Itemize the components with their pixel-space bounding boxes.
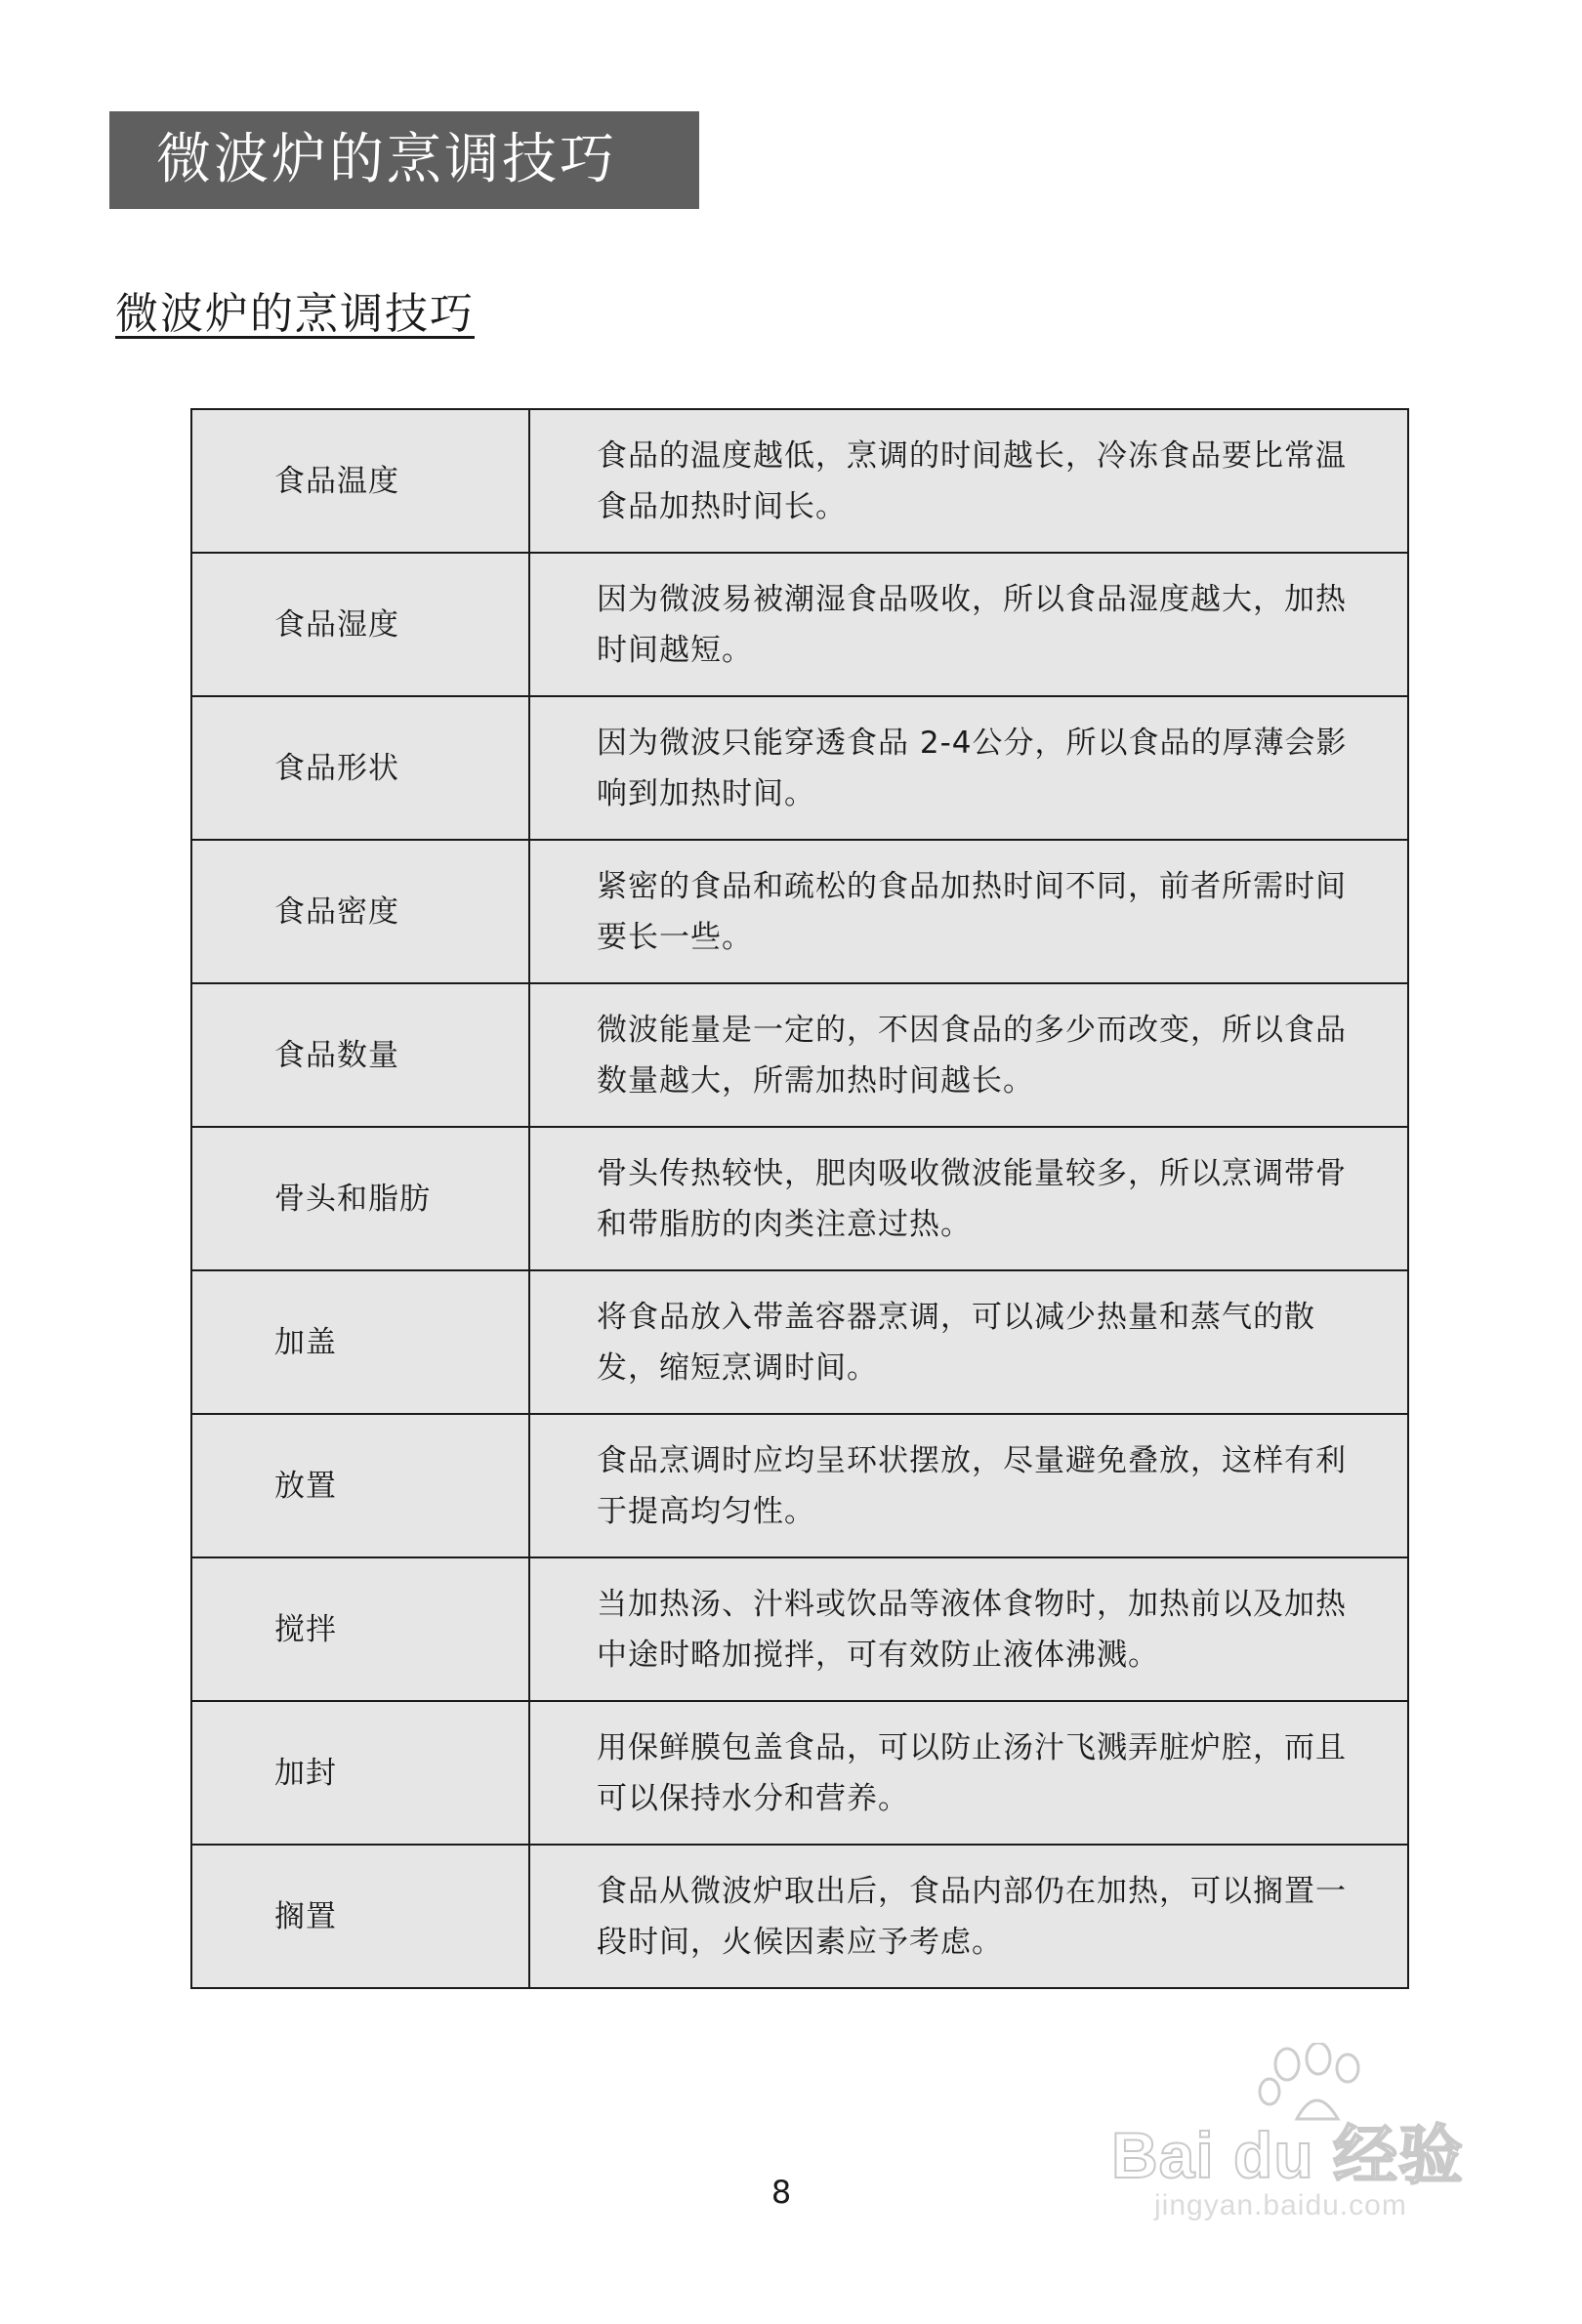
watermark-domain-text: jingyan.baidu.com — [1154, 2189, 1407, 2221]
tip-label: 放置 — [191, 1414, 529, 1557]
tip-description: 骨头传热较快，肥肉吸收微波能量较多，所以烹调带骨和带脂肪的肉类注意过热。 — [529, 1127, 1408, 1270]
tip-row — [191, 409, 1408, 553]
tip-label: 搁置 — [191, 1845, 529, 1988]
tip-label: 食品形状 — [191, 696, 529, 840]
tip-row — [191, 840, 1408, 983]
tip-description: 将食品放入带盖容器烹调，可以减少热量和蒸气的散发，缩短烹调时间。 — [529, 1270, 1408, 1414]
tip-row — [191, 553, 1408, 696]
tip-row — [191, 983, 1408, 1127]
watermark-logo-text: Bai du 经验 — [1111, 2119, 1465, 2191]
tip-row — [191, 1845, 1408, 1988]
tip-row — [191, 696, 1408, 840]
tip-row — [191, 1701, 1408, 1845]
tip-description: 用保鲜膜包盖食品，可以防止汤汁飞溅弄脏炉腔，而且可以保持水分和营养。 — [529, 1701, 1408, 1845]
tip-label: 加盖 — [191, 1270, 529, 1414]
tip-row — [191, 1414, 1408, 1557]
tip-label: 食品湿度 — [191, 553, 529, 696]
tip-description: 食品烹调时应均呈环状摆放，尽量避免叠放，这样有利于提高均匀性。 — [529, 1414, 1408, 1557]
section-heading: 微波炉的烹调技巧 — [115, 289, 475, 339]
tip-label: 搅拌 — [191, 1557, 529, 1701]
cooking-tips-table — [190, 408, 1409, 1989]
tip-label: 食品密度 — [191, 840, 529, 983]
tip-description: 紧密的食品和疏松的食品加热时间不同，前者所需时间要长一些。 — [529, 840, 1408, 983]
tip-row — [191, 1557, 1408, 1701]
tip-description: 因为微波易被潮湿食品吸收，所以食品湿度越大，加热时间越短。 — [529, 553, 1408, 696]
tip-description: 食品从微波炉取出后，食品内部仍在加热，可以搁置一段时间，火候因素应予考虑。 — [529, 1845, 1408, 1988]
tip-description: 微波能量是一定的，不因食品的多少而改变，所以食品数量越大，所需加热时间越长。 — [529, 983, 1408, 1127]
tip-label: 食品数量 — [191, 983, 529, 1127]
page-title-banner: 微波炉的烹调技巧 — [109, 111, 699, 209]
baidu-jingyan-watermark — [1111, 2043, 1482, 2238]
page-number: 8 — [770, 2174, 792, 2211]
tip-row — [191, 1270, 1408, 1414]
tip-description: 因为微波只能穿透食品 2-4公分，所以食品的厚薄会影响到加热时间。 — [529, 696, 1408, 840]
tip-label: 加封 — [191, 1701, 529, 1845]
tip-description: 当加热汤、汁料或饮品等液体食物时，加热前以及加热中途时略加搅拌，可有效防止液体沸溅。 — [529, 1557, 1408, 1701]
tip-label: 骨头和脂肪 — [191, 1127, 529, 1270]
tip-label: 食品温度 — [191, 409, 529, 553]
tip-row — [191, 1127, 1408, 1270]
tip-description: 食品的温度越低，烹调的时间越长，冷冻食品要比常温食品加热时间长。 — [529, 409, 1408, 553]
